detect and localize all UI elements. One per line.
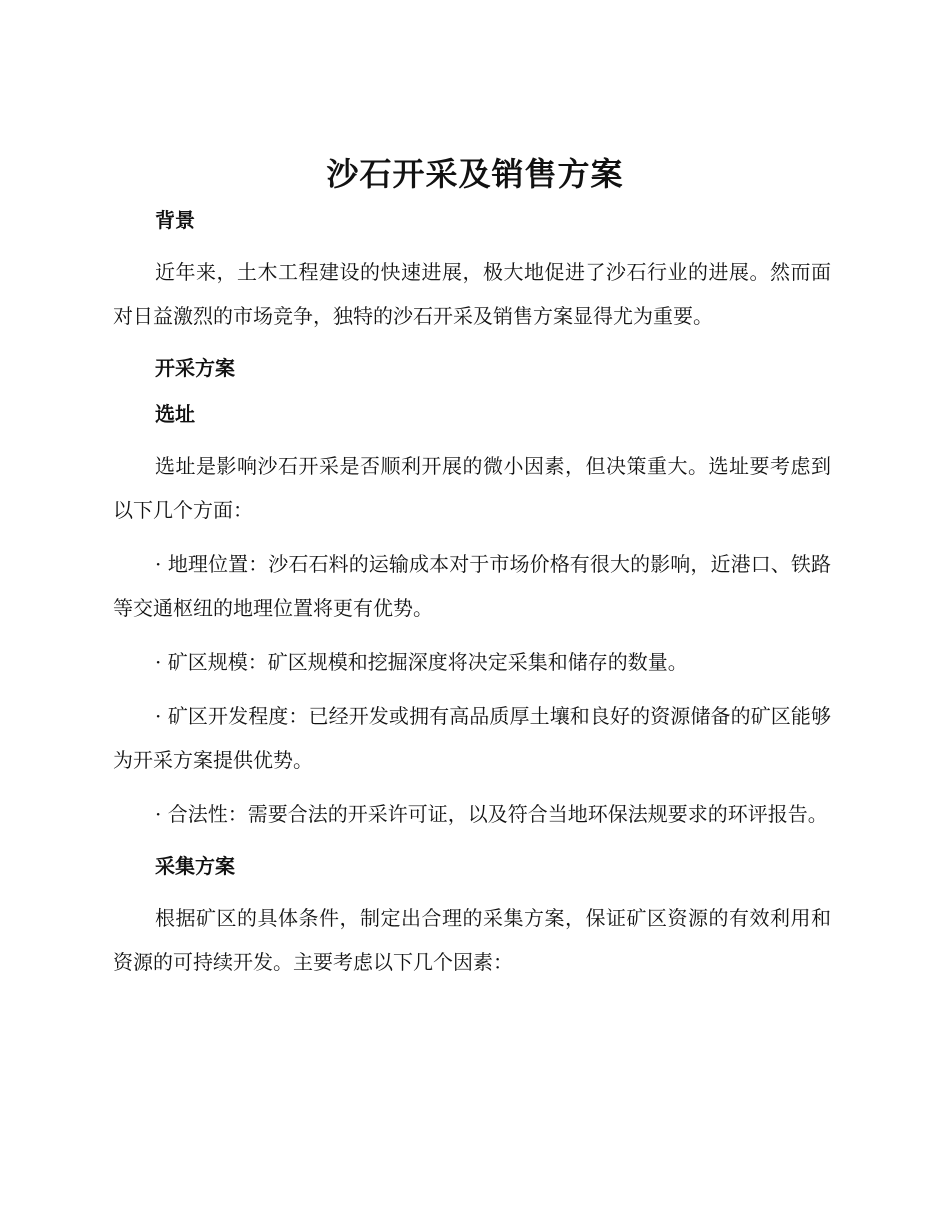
bullet-development: · 矿区开发程度：已经开发或拥有高品质厚土壤和良好的资源储备的矿区能够为开采方案提供优势。 bbox=[113, 704, 831, 772]
section-heading-collection: 采集方案 bbox=[155, 854, 235, 878]
bullet-legality: · 合法性：需要合法的开采许可证，以及符合当地环保法规要求的环评报告。 bbox=[155, 802, 828, 826]
bullet-location: · 地理位置：沙石石料的运输成本对于市场价格有很大的影响，近港口、铁路等交通枢纽的地理位置将更有优势。 bbox=[113, 552, 831, 620]
section-heading-background: 背景 bbox=[155, 208, 195, 232]
paragraph-background: 近年来，土木工程建设的快速进展，极大地促进了沙石行业的进展。然而面对日益激烈的市场竞争，独特的沙石开采及销售方案显得尤为重要。 bbox=[113, 260, 831, 328]
document-title: 沙石开采及销售方案 bbox=[326, 155, 624, 193]
paragraph-collection: 根据矿区的具体条件，制定出合理的采集方案，保证矿区资源的有效利用和资源的可持续开发。主要考虑以下几个因素： bbox=[113, 906, 831, 974]
paragraph-site: 选址是影响沙石开采是否顺利开展的微小因素，但决策重大。选址要考虑到以下几个方面： bbox=[113, 454, 831, 522]
document-body bbox=[113, 200, 831, 984]
section-heading-mining: 开采方案 bbox=[155, 356, 235, 380]
bullet-scale: · 矿区规模：矿区规模和挖掘深度将决定采集和储存的数量。 bbox=[155, 650, 688, 674]
section-heading-site: 选址 bbox=[155, 402, 195, 426]
